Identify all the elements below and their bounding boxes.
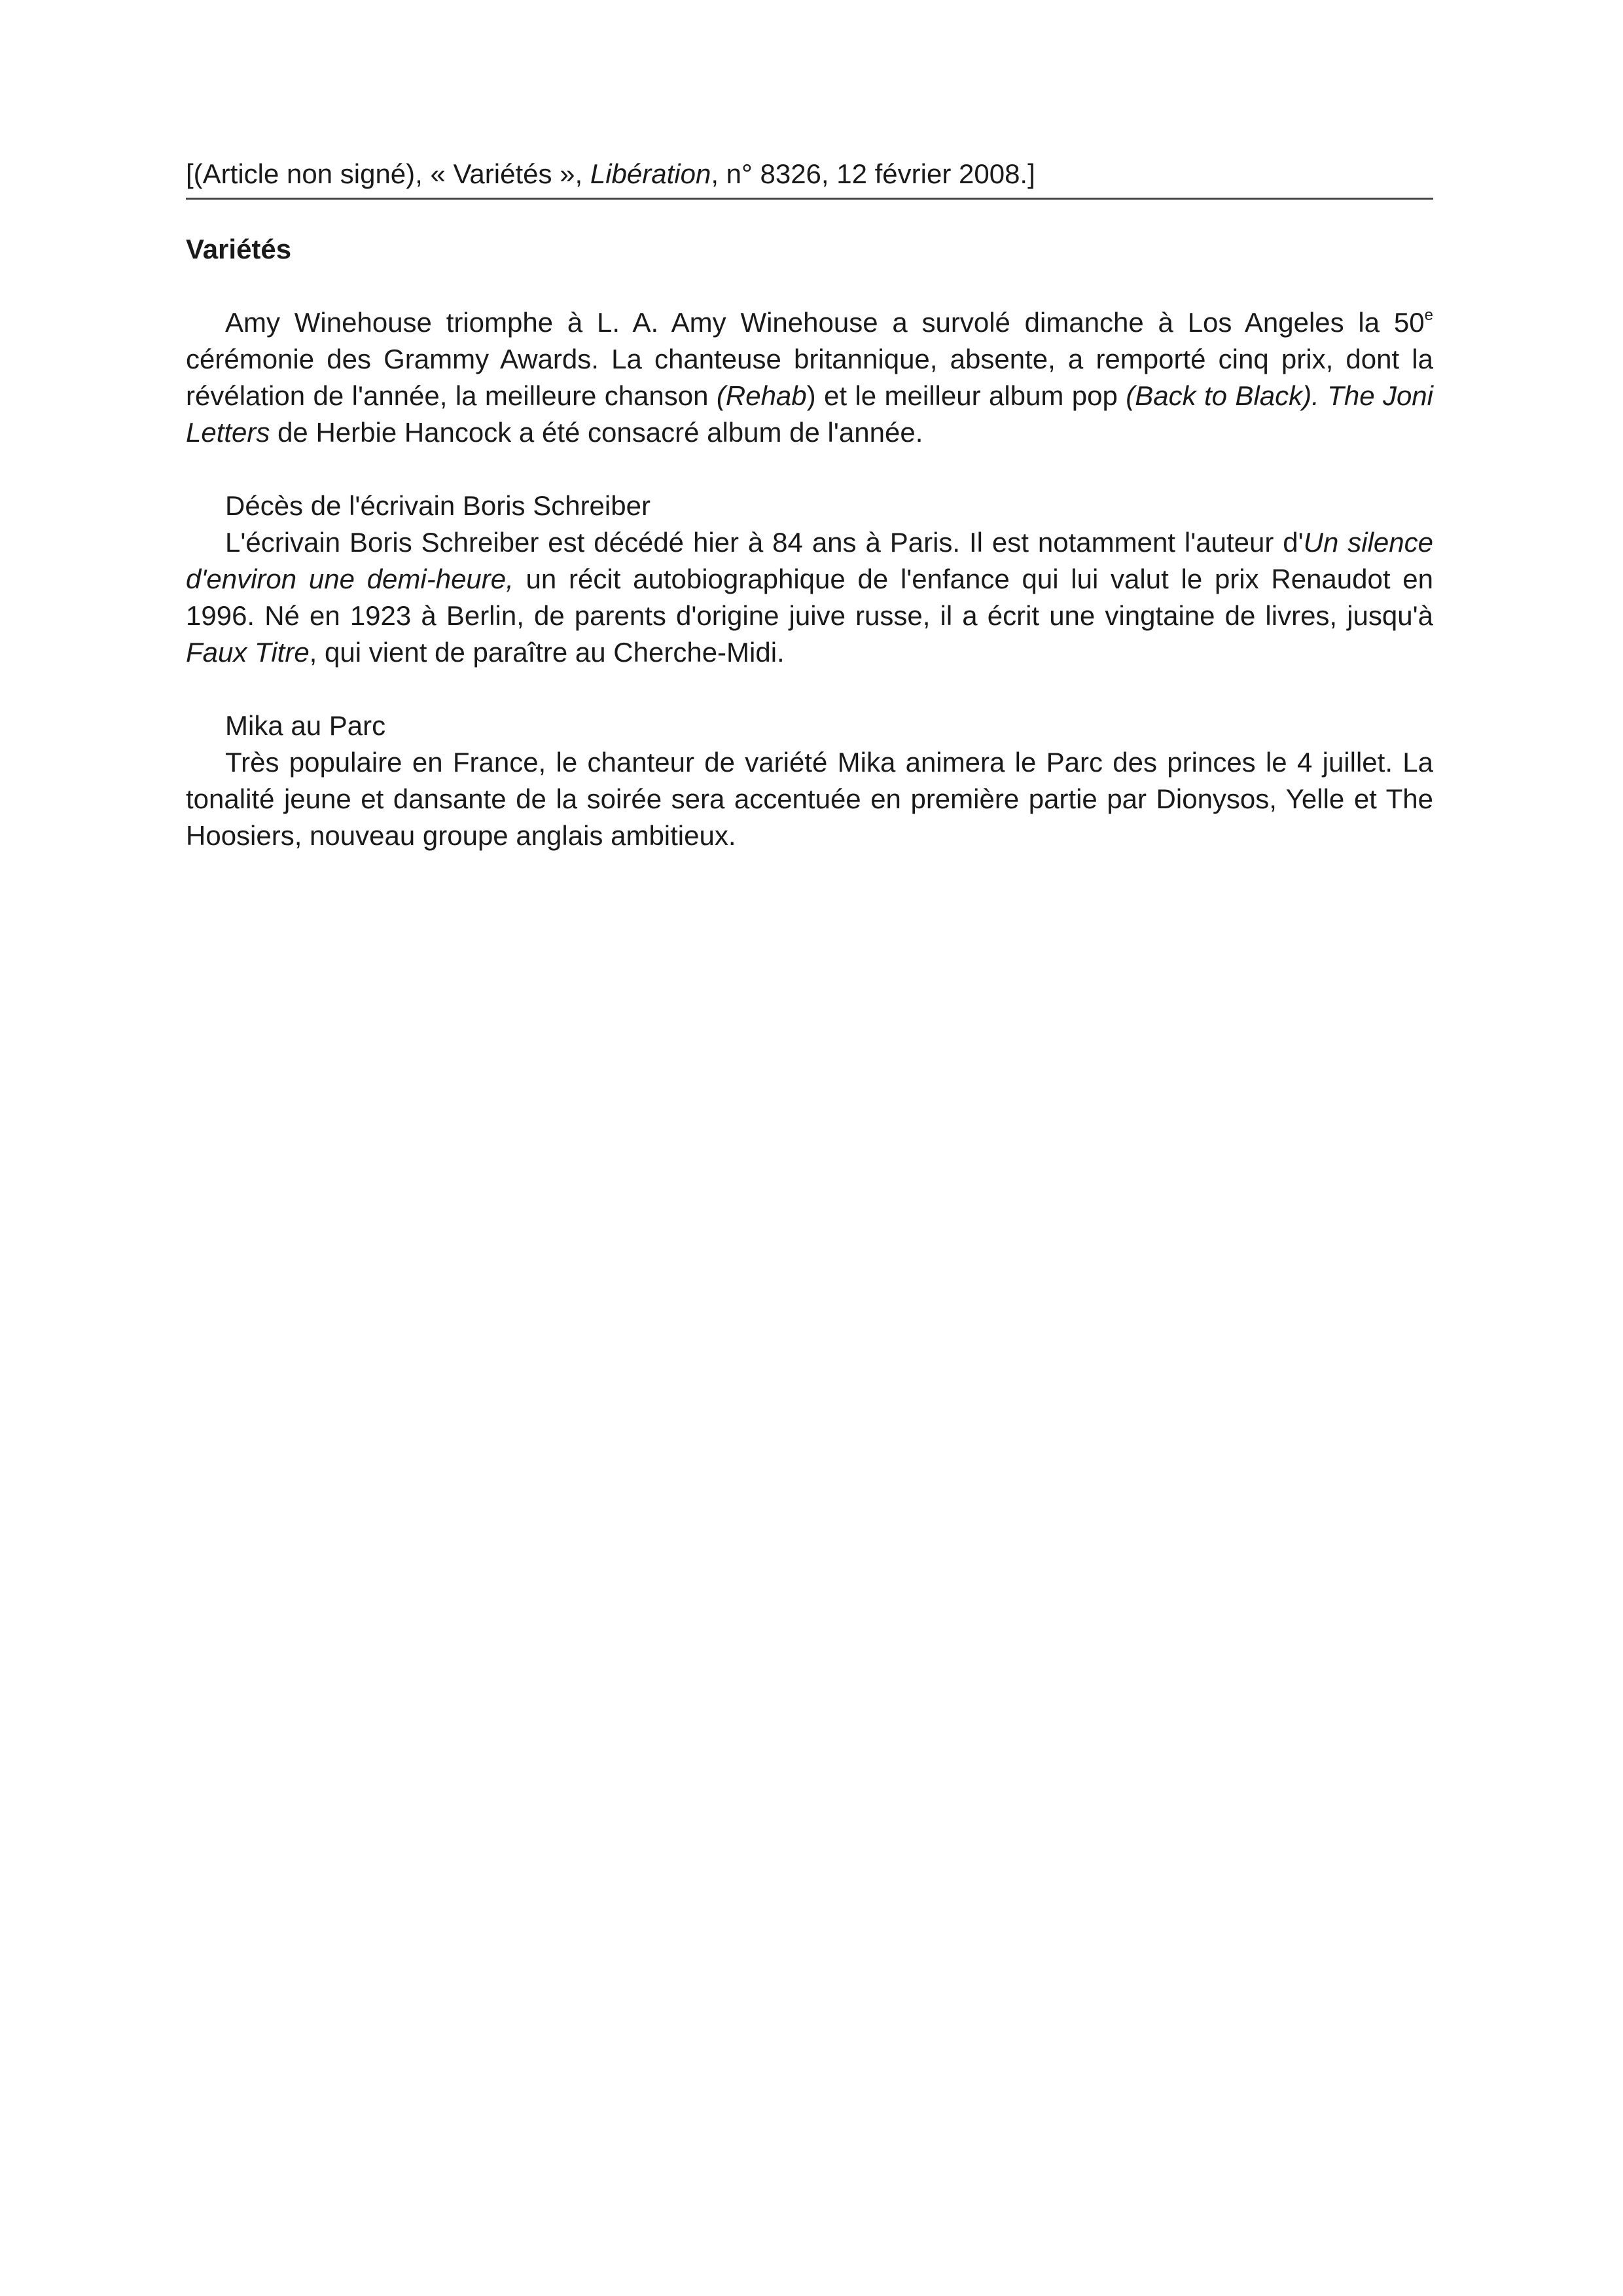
source-journal: Libération (590, 158, 711, 189)
source-reference (186, 154, 1433, 200)
article-winehouse-text (186, 304, 1433, 451)
article-mika-heading: Mika au Parc (225, 710, 386, 741)
text-run: , qui vient de paraître au Cherche-Midi. (309, 637, 785, 668)
italic-run: Un silence d'environ une demi-heure, (186, 527, 1433, 594)
source-text-1: [(Article non signé), « Variétés », (186, 158, 590, 189)
text-run: L'écrivain Boris Schreiber est décédé hier à 84 ans à Paris. Il est notamment l'auteur d' (225, 527, 1304, 558)
text-run: ) et le meilleur album pop (806, 380, 1126, 411)
text-run: cérémonie des Grammy Awards. La chanteuse britannique, absente, a remporté cinq prix, dont la révélation de l'année, la meilleure chanson (186, 344, 1433, 411)
italic-run: (Back to Black). The Joni Letters (186, 380, 1433, 448)
italic-run: Faux Titre (186, 637, 310, 668)
article-schreiber (186, 488, 1433, 671)
article-title: Variétés (186, 234, 292, 264)
article-winehouse (186, 304, 1433, 451)
article-mika-text: Très populaire en France, le chanteur de variété Mika animera le Parc des princes le 4 juillet. La tonalité jeune et dansante de la soirée sera accentuée en première partie par Dionysos, Yelle et The Hoosiers, nouveau groupe anglais ambitieux. (186, 747, 1433, 851)
article-mika (186, 708, 1433, 854)
italic-run: (Rehab (716, 380, 807, 411)
text-run: Amy Winehouse triomphe à L. A. Amy Winehouse a survolé dimanche à Los Angeles la 50 (225, 307, 1425, 338)
text-run: de Herbie Hancock a été consacré album de l'année. (270, 417, 923, 448)
article-schreiber-heading: Décès de l'écrivain Boris Schreiber (225, 490, 651, 521)
text-run: un récit autobiographique de l'enfance qui lui valut le prix Renaudot en 1996. Né en 1923 à Berlin, de parents d'origine juive russe, il a écrit une vingtaine de livres, jusqu'à (186, 564, 1433, 631)
source-text-2: , n° 8326, 12 février 2008.] (711, 158, 1035, 189)
superscript: e (1424, 306, 1433, 324)
article-schreiber-text (186, 524, 1433, 671)
document-page (186, 154, 1433, 854)
